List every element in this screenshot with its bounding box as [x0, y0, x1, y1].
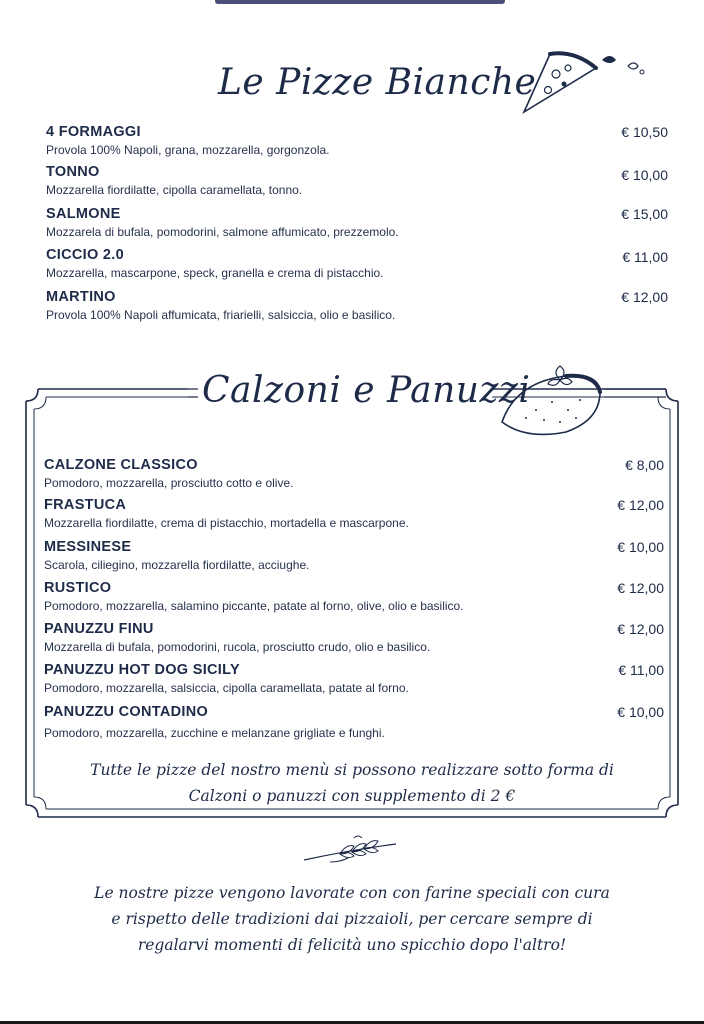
item-name: MARTINO	[46, 289, 116, 305]
footer-line: regalarvi momenti di felicità uno spicchio dopo l'altro!	[137, 936, 567, 954]
item-description: Pomodoro, mozzarella, salsiccia, cipolla caramellata, patate al forno.	[44, 681, 409, 695]
menu-item	[44, 704, 664, 740]
item-price: € 12,00	[617, 621, 664, 637]
item-price: € 10,00	[621, 167, 668, 183]
menu-item	[44, 457, 664, 490]
calzone-icon	[496, 362, 608, 442]
calzoni-note	[60, 757, 644, 809]
footer-line: Le nostre pizze vengono lavorate con con farine speciali con cura	[94, 884, 610, 902]
menu-item	[44, 580, 664, 613]
item-price: € 11,00	[622, 249, 668, 265]
item-description: Provola 100% Napoli, grana, mozzarella, gorgonzola.	[46, 143, 330, 157]
item-price: € 10,00	[617, 704, 664, 720]
menu-item	[44, 539, 664, 572]
item-price: € 8,00	[625, 457, 664, 473]
item-name: CALZONE CLASSICO	[44, 457, 198, 473]
item-price: € 12,00	[621, 289, 668, 305]
item-description: Mozzarela di bufala, pomodorini, salmone affumicato, prezzemolo.	[46, 225, 399, 239]
item-description: Mozzarella fiordilatte, crema di pistacchio, mortadella e mascarpone.	[44, 516, 409, 530]
note-line: Tutte le pizze del nostro menù si possono realizzare sotto forma di	[90, 761, 614, 779]
footer-line: e rispetto delle tradizioni dai pizzaioli, per cercare sempre di	[111, 910, 593, 928]
menu-item	[46, 206, 668, 239]
item-description: Mozzarella, mascarpone, speck, granella e crema di pistacchio.	[46, 266, 384, 280]
section-title-calzoni: Calzoni e Panuzzi	[202, 370, 531, 411]
item-description: Pomodoro, mozzarella, zucchine e melanzane grigliate e funghi.	[44, 726, 385, 740]
item-name: MESSINESE	[44, 539, 132, 555]
menu-item	[44, 662, 664, 695]
item-name: TONNO	[46, 164, 100, 180]
menu-item	[44, 621, 664, 654]
item-price: € 10,50	[621, 124, 668, 140]
menu-item	[46, 124, 668, 157]
menu-item	[46, 164, 668, 197]
item-name: PANUZZU CONTADINO	[44, 704, 209, 720]
note-line: Calzoni o panuzzi con supplemento di 2 €	[188, 787, 516, 805]
item-name: PANUZZU FINU	[44, 621, 154, 637]
item-name: RUSTICO	[44, 580, 112, 596]
item-description: Mozzarella di bufala, pomodorini, rucola, prosciutto crudo, olio e basilico.	[44, 640, 431, 654]
wheat-icon	[300, 832, 400, 866]
item-description: Pomodoro, mozzarella, prosciutto cotto e olive.	[44, 476, 294, 490]
item-price: € 12,00	[617, 580, 664, 596]
item-price: € 11,00	[618, 662, 664, 678]
item-price: € 10,00	[617, 539, 664, 555]
item-description: Pomodoro, mozzarella, salamino piccante, patate al forno, olive, olio e basilico.	[44, 599, 464, 613]
top-edge-bar	[215, 0, 505, 4]
item-name: CICCIO 2.0	[46, 247, 124, 263]
menu-item	[44, 497, 664, 530]
item-name: 4 FORMAGGI	[46, 124, 141, 140]
item-price: € 15,00	[621, 206, 668, 222]
footer-text	[60, 880, 644, 958]
item-description: Mozzarella fiordilatte, cipolla caramellata, tonno.	[46, 183, 303, 197]
item-description: Scarola, ciliegino, mozzarella fiordilatte, acciughe.	[44, 558, 310, 572]
section-title-bianche: Le Pizze Bianche	[218, 62, 537, 103]
pizza-slice-icon	[516, 46, 646, 118]
item-name: FRASTUCA	[44, 497, 127, 513]
item-description: Provola 100% Napoli affumicata, friarielli, salsiccia, olio e basilico.	[46, 308, 396, 322]
menu-item	[46, 289, 668, 322]
item-name: SALMONE	[46, 206, 121, 222]
menu-item	[46, 247, 668, 280]
item-price: € 12,00	[617, 497, 664, 513]
item-name: PANUZZU HOT DOG SICILY	[44, 662, 240, 678]
